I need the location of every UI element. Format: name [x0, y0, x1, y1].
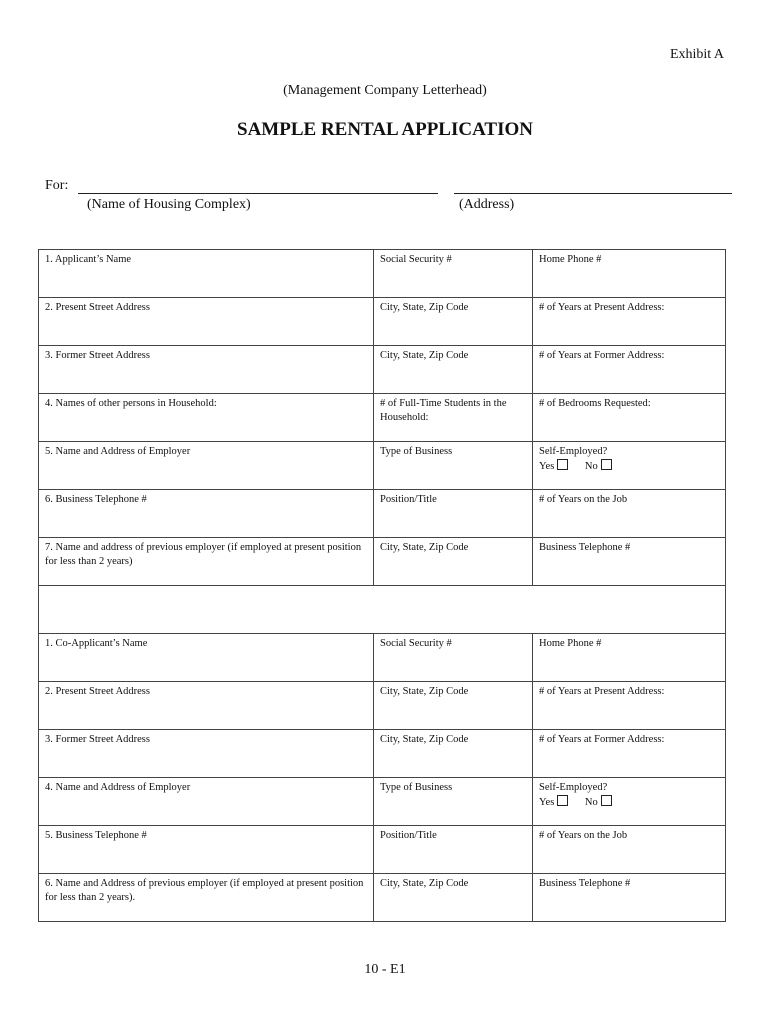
no-label: No — [584, 460, 598, 472]
co-applicant-home-phone-cell[interactable]: Home Phone # — [533, 634, 726, 682]
co-applicant-former-address-cell[interactable]: 3. Former Street Address — [39, 730, 374, 778]
no-label: No — [584, 796, 598, 808]
applicant-section — [39, 250, 726, 634]
co-applicant-present-city-cell[interactable]: City, State, Zip Code — [374, 682, 533, 730]
co-applicant-previous-city-cell[interactable]: City, State, Zip Code — [374, 874, 533, 922]
table-row — [39, 682, 726, 730]
table-row — [39, 874, 726, 922]
applicant-former-address-cell[interactable]: 3. Former Street Address — [39, 346, 374, 394]
applicant-name-cell[interactable]: 1. Applicant’s Name — [39, 250, 374, 298]
yes-label: Yes — [539, 460, 555, 472]
letterhead-placeholder: (Management Company Letterhead) — [283, 83, 487, 98]
co-applicant-self-employed-cell — [533, 778, 726, 826]
applicant-bedrooms-cell[interactable]: # of Bedrooms Requested: — [533, 394, 726, 442]
table-row — [39, 826, 726, 874]
applicant-previous-city-cell[interactable]: City, State, Zip Code — [374, 538, 533, 586]
section-divider-row — [39, 586, 726, 634]
table-row — [39, 346, 726, 394]
applicant-present-years-cell[interactable]: # of Years at Present Address: — [533, 298, 726, 346]
co-applicant-business-phone-cell[interactable]: 5. Business Telephone # — [39, 826, 374, 874]
co-applicant-ssn-cell[interactable]: Social Security # — [374, 634, 533, 682]
co-applicant-years-job-cell[interactable]: # of Years on the Job — [533, 826, 726, 874]
applicant-business-type-cell[interactable]: Type of Business — [374, 442, 533, 490]
co-applicant-former-years-cell[interactable]: # of Years at Former Address: — [533, 730, 726, 778]
co-applicant-present-years-cell[interactable]: # of Years at Present Address: — [533, 682, 726, 730]
co-applicant-employer-cell[interactable]: 4. Name and Address of Employer — [39, 778, 374, 826]
table-row — [39, 442, 726, 490]
self-employed-options — [539, 459, 719, 474]
page-number: 10 - E1 — [364, 962, 406, 977]
applicant-present-city-cell[interactable]: City, State, Zip Code — [374, 298, 533, 346]
table-row — [39, 634, 726, 682]
for-label: For: — [45, 178, 69, 193]
table-row — [39, 490, 726, 538]
co-applicant-position-cell[interactable]: Position/Title — [374, 826, 533, 874]
yes-checkbox[interactable] — [557, 459, 568, 470]
co-applicant-present-address-cell[interactable]: 2. Present Street Address — [39, 682, 374, 730]
exhibit-label: Exhibit A — [669, 47, 724, 62]
housing-complex-caption: (Name of Housing Complex) — [87, 197, 251, 212]
application-form-table — [38, 249, 726, 922]
table-row — [39, 394, 726, 442]
co-applicant-name-cell[interactable]: 1. Co-Applicant’s Name — [39, 634, 374, 682]
applicant-self-employed-cell — [533, 442, 726, 490]
yes-checkbox[interactable] — [557, 795, 568, 806]
applicant-employer-cell[interactable]: 5. Name and Address of Employer — [39, 442, 374, 490]
co-applicant-business-type-cell[interactable]: Type of Business — [374, 778, 533, 826]
yes-label: Yes — [539, 796, 555, 808]
address-field[interactable] — [454, 193, 732, 194]
applicant-former-city-cell[interactable]: City, State, Zip Code — [374, 346, 533, 394]
page-title: SAMPLE RENTAL APPLICATION — [237, 119, 533, 140]
applicant-position-cell[interactable]: Position/Title — [374, 490, 533, 538]
self-employed-label: Self-Employed? — [539, 446, 608, 457]
no-checkbox[interactable] — [601, 459, 612, 470]
applicant-present-address-cell[interactable]: 2. Present Street Address — [39, 298, 374, 346]
address-caption: (Address) — [459, 197, 515, 212]
applicant-years-job-cell[interactable]: # of Years on the Job — [533, 490, 726, 538]
blank-divider-cell — [39, 586, 726, 634]
applicant-ssn-cell[interactable]: Social Security # — [374, 250, 533, 298]
self-employed-label: Self-Employed? — [539, 782, 608, 793]
table-row — [39, 538, 726, 586]
applicant-previous-phone-cell[interactable]: Business Telephone # — [533, 538, 726, 586]
applicant-business-phone-cell[interactable]: 6. Business Telephone # — [39, 490, 374, 538]
applicant-household-cell[interactable]: 4. Names of other persons in Household: — [39, 394, 374, 442]
table-row — [39, 298, 726, 346]
applicant-former-years-cell[interactable]: # of Years at Former Address: — [533, 346, 726, 394]
table-row — [39, 250, 726, 298]
housing-complex-field[interactable] — [78, 193, 438, 194]
table-row — [39, 730, 726, 778]
co-applicant-former-city-cell[interactable]: City, State, Zip Code — [374, 730, 533, 778]
co-applicant-previous-phone-cell[interactable]: Business Telephone # — [533, 874, 726, 922]
co-applicant-previous-employer-cell[interactable]: 6. Name and Address of previous employer (if employed at present position for less than 2 years). — [39, 874, 374, 922]
no-checkbox[interactable] — [601, 795, 612, 806]
applicant-students-cell[interactable]: # of Full-Time Students in the Household: — [374, 394, 533, 442]
applicant-previous-employer-cell[interactable]: 7. Name and address of previous employer (if employed at present position for less than 2 years) — [39, 538, 374, 586]
table-row — [39, 778, 726, 826]
co-applicant-section — [39, 634, 726, 922]
self-employed-options — [539, 795, 719, 810]
applicant-home-phone-cell[interactable]: Home Phone # — [533, 250, 726, 298]
